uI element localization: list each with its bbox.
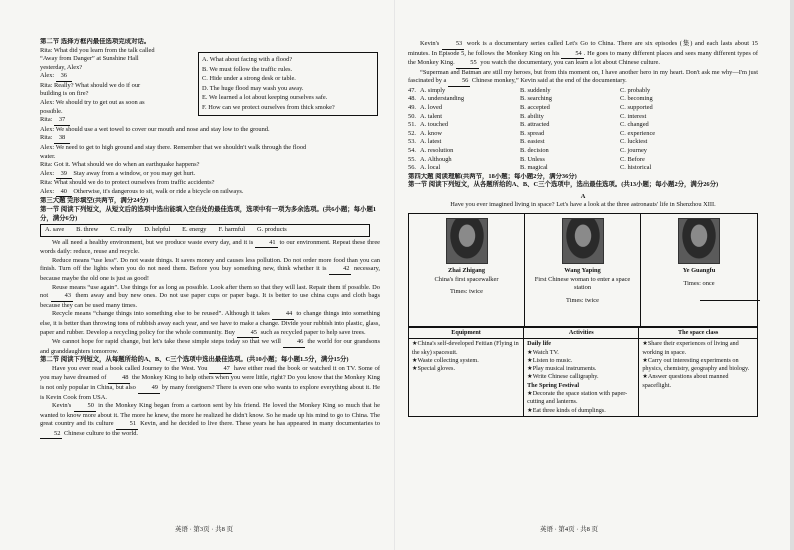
option-item: C. Hide under a strong desk or table. <box>202 75 296 83</box>
astronaut-card <box>525 214 641 326</box>
page-gutter <box>394 0 395 550</box>
dialogue-line <box>40 90 190 99</box>
table-header: The space class <box>639 327 758 338</box>
question-number: 51. <box>408 121 416 129</box>
choice-c: C. journey <box>620 146 647 154</box>
dialogue-text: Stay away from a window, or you may get hurt. <box>73 169 196 177</box>
astronaut-portrait <box>678 218 720 264</box>
answer-blank: 47 <box>209 365 231 375</box>
astronaut-name: Ye Guangfu <box>682 266 716 274</box>
choice-b: B. spread <box>520 129 545 137</box>
astronaut-name: Zhai Zhigang <box>447 266 486 274</box>
speaker: Rita: <box>40 81 55 89</box>
choice-a: A. Although <box>420 155 452 163</box>
choice-row <box>408 104 758 113</box>
dialogue-text: Really? What should we do if our <box>54 81 141 89</box>
dialogue-line <box>40 64 190 73</box>
choice-row <box>408 113 758 122</box>
answer-blank: 54 <box>561 50 583 60</box>
dialogue-line <box>40 153 380 162</box>
choice-row <box>408 147 758 156</box>
answer-blank: 46 <box>283 338 305 348</box>
scan-edge <box>790 0 794 550</box>
speaker: Rita: <box>40 179 54 187</box>
choice-b: B. ability <box>520 112 544 120</box>
speaker: Alex: <box>40 143 56 151</box>
dialogue-line <box>40 72 190 82</box>
choice-c: C. Before <box>620 155 645 163</box>
spacer <box>508 130 520 139</box>
dialogue-line <box>40 188 380 198</box>
table-cell-equipment <box>409 339 524 417</box>
paragraph: We cannot hope for rapid change, but let's take these simple steps today so that we will 46 the world for our grandsons and granddaughters tomorrow. <box>40 338 380 355</box>
dialogue-text: Got it. What should we do when an earthquake happens? <box>54 161 200 169</box>
dialogue-text: We need to get to high ground and stay there. Remember that we shouldn't walk through the flood <box>55 143 307 151</box>
choice-b: B. attracted <box>520 121 550 129</box>
astronaut-portrait <box>446 218 488 264</box>
word-option: G. products <box>256 226 287 234</box>
astronaut-times: Times: twice <box>450 288 483 296</box>
spacer <box>508 104 520 113</box>
astronaut-times: Times: once <box>683 279 715 287</box>
pointer-line <box>700 300 760 301</box>
dialogue-line <box>40 55 190 64</box>
option-item: A. What about facing with a flood? <box>202 56 293 63</box>
table-item: ★Decorate the space station with paper-cutting and lanterns. <box>527 390 628 406</box>
spacer <box>608 138 620 147</box>
choice-row <box>408 121 758 130</box>
question-number: 52. <box>408 129 416 137</box>
table-cell-activities <box>524 339 639 417</box>
speaker: Alex: <box>40 125 56 133</box>
choice-b: B. magical <box>520 164 548 172</box>
dialogue-text: We should try to get out as soon as <box>55 99 145 107</box>
question-number: 56. <box>408 164 416 172</box>
section-instruction: 第一节 阅读下列短文，从短文后的选项中选出能填入空白处的最佳选项，选项中有一项为多余选项。(共6小题；每小题1分，满分6分) <box>40 205 377 222</box>
word-box <box>40 224 370 237</box>
paragraph: We all need a healthy environment, but we produce waste every day, and it is 41 to our environment. Repeat these three words daily: reduce, reuse and recycle. <box>40 238 380 256</box>
paragraph: “Superman and Batman are still my heroes, but from this moment on, I have another hero in my heart. Don't ask me why—I'm just fascinated by a 56 Chinese monkey,” Kevin said at the end of the documentary. <box>408 69 758 87</box>
speaker: Alex: <box>40 169 56 177</box>
dialogue-line <box>40 144 380 153</box>
option-item: B. We must follow the traffic rules. <box>202 65 293 73</box>
table-item: ★Answer questions about manned spaceflight. <box>642 373 729 389</box>
spacer <box>608 130 620 139</box>
answer-blank: 53 <box>442 40 464 50</box>
paragraph: Kevin's 50 in the Monkey King began from a cartoon sent by his friend. He loved the Monkey King so much that he wanted to know more about it. The more he knew, the more he realized he didn't know. So he made up his mind to go to China. The great country and its culture 51 Kevin, and he decided to live there. These years he has appeared in many documentaries to 52 Chinese culture to the world. <box>40 402 380 439</box>
passage-2 <box>40 365 380 440</box>
choice-c: C. interest <box>620 112 647 120</box>
spacer <box>608 104 620 113</box>
choice-a: A. simply <box>420 86 446 94</box>
paragraph: Reduce means “use less”. Do not waste things. It saves money and causes less pollution. Do not order more food than you can finish. Turn off the lights when you do not need them. Before you buy something new, think whether it is 42 necessary, because maybe the old one is just as good! <box>40 256 380 283</box>
spacer <box>508 156 520 165</box>
astronaut-card <box>641 214 757 326</box>
spacer <box>508 121 520 130</box>
word-option: B. threw <box>76 226 99 234</box>
answer-blank: 43 <box>51 292 73 302</box>
choice-a: A. talent <box>420 112 443 120</box>
speaker: Rita: <box>40 161 55 169</box>
paragraph: Kevin's 53 work is a documentary series called Let's Go to China. There are six episodes (集) and each lasts about 15 minutes. In Episode 5, he follows the Monkey King on his 54 . He goes to many different places and sees many different types of the Monkey King. 55 you watch the documentary, you can learn a lot about Chinese culture. <box>408 40 758 69</box>
options-box <box>198 52 378 116</box>
word-option: E. energy <box>182 226 207 234</box>
answer-blank: 48 <box>108 374 130 384</box>
answer-blank: 44 <box>272 310 294 320</box>
answer-blank: 45 <box>237 329 259 339</box>
info-table <box>408 327 758 417</box>
answer-blank: 39 <box>56 170 72 180</box>
choice-c: C. probably <box>620 86 651 94</box>
dialogue-text: We should use a wet towel to cover our mouth and nose and stay low to the ground. <box>55 125 270 133</box>
passage-intro: Have you ever imagined living in space? Let's have a look at the three astronauts' life in Shenzhou XIII. <box>450 201 716 209</box>
question-number: 48. <box>408 95 416 103</box>
table-item: ★Waste collecting system. <box>412 356 479 364</box>
table-item: ★Play musical instruments. <box>527 365 597 373</box>
dialogue-line <box>40 47 190 56</box>
astronaut-description: First Chinese woman to enter a space station <box>534 275 631 292</box>
word-option: C. really <box>110 226 133 234</box>
choice-a: A. loved <box>420 104 443 112</box>
paragraph: Recycle means “change things into something else to be reused”. Although it takes 44 to change things into something else, it is better than throwing tons of rubbish away each year, and we have to make a change. Divide your rubbish into plastic, glass, paper and rubber. Develop a recycling policy for the whole community. Buy 45 such as recycled paper to help save trees. <box>40 310 380 338</box>
option-item: D. The huge flood may wash you away. <box>202 84 304 92</box>
dialogue-text: yesterday, Alex? <box>40 63 83 71</box>
astronaut-name: Wang Yaping <box>564 266 601 274</box>
question-number: 54. <box>408 146 416 154</box>
answer-blank: 51 <box>116 420 138 430</box>
dialogue-text: What should we do to protect ourselves from traffic accidents? <box>53 179 215 187</box>
speaker: Alex: <box>40 187 56 195</box>
dialogue-line <box>40 179 380 188</box>
spacer <box>508 147 520 156</box>
table-item: The Spring Festival <box>527 381 580 389</box>
spacer <box>608 113 620 122</box>
answer-blank: 38 <box>54 134 70 144</box>
spacer <box>608 121 620 130</box>
dialogue-line <box>40 82 190 91</box>
speaker: Alex: <box>40 72 56 80</box>
spacer <box>608 95 620 104</box>
choice-row <box>408 130 758 139</box>
answer-blank: 49 <box>138 384 160 394</box>
page-footer: 英语 · 第4页 · 共8 页 <box>540 526 598 533</box>
choice-a: A. know <box>420 129 443 137</box>
dialogue-line <box>40 170 380 180</box>
speaker: Alex: <box>40 99 56 107</box>
choice-a: A. local <box>420 164 441 172</box>
dialogue-line <box>40 161 380 170</box>
dialogue-line <box>40 126 380 135</box>
right-page <box>408 40 758 417</box>
dialogue-text: Otherwise, it's dangerous to sit, walk or ride a bicycle on railways. <box>73 187 244 195</box>
astronaut-card <box>409 214 525 326</box>
option-item: E. We learned a lot about keeping ourselves safe. <box>202 94 328 102</box>
table-item: ★Watch TV. <box>527 348 559 356</box>
speaker: Rita: <box>40 116 55 124</box>
table-item: ★China's self-developed Feitian (Flying in the sky) spacesuit. <box>412 340 519 356</box>
question-number: 49. <box>408 104 416 112</box>
spacer <box>508 95 520 104</box>
choice-row <box>408 164 758 173</box>
word-option: A. save <box>45 226 65 234</box>
dialogue-text: What did you learn from the talk called <box>53 46 155 54</box>
choice-b: B. searching <box>520 95 552 103</box>
choice-row <box>408 95 758 104</box>
choice-b: B. accepted <box>520 104 550 112</box>
paragraph: Reuse means “use again”. Use things for as long as possible. Look after them so that they will last. Repair them if possible. Do not 43 them away and buy new ones. Do not use paper cups or paper bags. It is better to use china cups and cloth bags because they can be used many times. <box>40 283 380 309</box>
choice-c: C. becoming <box>620 95 653 103</box>
choice-b: B. decision <box>520 146 549 154</box>
choice-a: A. resolution <box>420 146 454 154</box>
choice-c: C. luckiest <box>620 138 648 146</box>
spacer <box>608 156 620 165</box>
question-number: 50. <box>408 112 416 120</box>
answer-blank: 50 <box>74 402 96 412</box>
answer-blank: 42 <box>329 265 351 275</box>
passage-1 <box>40 239 380 357</box>
spacer <box>508 164 520 173</box>
answer-blank: 55 <box>456 59 478 69</box>
spacer <box>608 87 620 96</box>
option-item: F. How can we protect ourselves from thick smoke? <box>202 104 335 112</box>
section-instruction: 第二节 阅读下列短文，从每题所给的A、B、C三个选项中选出最佳选项。(共10小题；每小题1.5分，满分15分) <box>40 356 349 364</box>
choice-a: A. understanding <box>420 95 465 103</box>
answer-blank: 41 <box>255 239 277 249</box>
table-item: Daily life <box>527 340 552 348</box>
spacer <box>608 164 620 173</box>
table-item: ★Carry out interesting experiments on physics, chemistry, geography and biology. <box>642 356 750 373</box>
table-header: Equipment <box>409 327 524 338</box>
question-number: 53. <box>408 138 416 146</box>
section-title: 第四大题 阅读理解(共两节，18小题；每小题2分，满分36分) <box>408 172 577 180</box>
answer-blank: 37 <box>54 116 70 126</box>
astronaut-portrait <box>562 218 604 264</box>
page-footer: 英语 · 第3页 · 共8 页 <box>175 526 233 533</box>
question-number: 47. <box>408 86 416 94</box>
answer-blank: 52 <box>40 430 62 440</box>
word-option: F. harmful <box>218 226 245 234</box>
choice-c: C. supported <box>620 104 653 112</box>
choice-row <box>408 87 758 96</box>
dialogue-line <box>40 108 190 117</box>
table-row <box>409 339 758 417</box>
spacer <box>508 113 520 122</box>
passage-2-continued <box>408 40 758 87</box>
spacer <box>608 147 620 156</box>
astronaut-times: Times: twice <box>566 296 599 304</box>
choice-b: B. easiest <box>520 138 545 146</box>
astronaut-photos <box>408 213 758 327</box>
section-title: 第三大题 完形填空(共两节，满分24分) <box>40 197 149 205</box>
choice-a: A. latest <box>420 138 442 146</box>
paragraph: Have you ever read a book called Journey to the West. You 47 have either read the book or watched it on TV. Some of you may have dreamed of 48 the Monkey King to help others when you were little, right? Do you know that the Monkey King is not only popular in China, but also 49 by many foreigners? There is even one who wants to explore everything about it. He is Kevin Cook from USA. <box>40 364 380 401</box>
choice-c: C. experience <box>620 129 656 137</box>
dialogue-text: “Away from Danger” at Sunshine Hall <box>40 55 139 63</box>
spacer <box>508 87 520 96</box>
table-cell-space-class <box>639 339 758 417</box>
speaker: Rita: <box>40 134 55 142</box>
question-number: 55. <box>408 155 416 163</box>
dialogue-line <box>40 116 380 126</box>
passage-label: A <box>580 192 586 200</box>
section-instruction: 第一节 阅读下列短文，从各题所给的A、B、C三个选项中，选出最佳选项。(共13小题；每小题2分，满分26分) <box>408 181 719 189</box>
choice-row <box>408 138 758 147</box>
speaker: Rita: <box>40 46 54 54</box>
choice-row <box>408 156 758 165</box>
table-item: ★Write Chinese calligraphy. <box>527 373 599 381</box>
spacer <box>508 138 520 147</box>
left-page <box>40 38 380 439</box>
table-item: ★Special gloves. <box>412 365 456 373</box>
table-item: ★Listen to music. <box>527 356 573 364</box>
dialogue-text: possible. <box>40 107 63 115</box>
section-title: 第二节 选择方框内最佳选项完成对话。 <box>40 38 151 45</box>
choice-c: C. changed <box>620 121 649 129</box>
answer-blank: 56 <box>448 77 470 87</box>
choice-b: B. Unless <box>520 155 545 163</box>
choice-a: A. touched <box>420 121 449 129</box>
answer-blank: 40 <box>56 188 72 198</box>
word-option: D. helpful <box>144 226 171 234</box>
dialogue-line <box>40 99 190 108</box>
dialogue-text: water. <box>40 152 56 160</box>
dialogue-line <box>40 134 380 144</box>
dialogue-text: building is on fire? <box>40 90 89 98</box>
choice-b: B. suddenly <box>520 86 551 94</box>
table-header-row <box>409 327 758 338</box>
table-item: ★Share their experiences of living and working in space. <box>642 340 739 356</box>
table-header: Activities <box>524 327 639 338</box>
choice-c: C. historical <box>620 164 652 172</box>
astronaut-description: China's first spacewalker <box>434 275 499 283</box>
answer-blank: 36 <box>56 72 72 82</box>
table-item: ★Eat three kinds of dumplings. <box>527 406 606 414</box>
choice-list <box>408 87 758 173</box>
